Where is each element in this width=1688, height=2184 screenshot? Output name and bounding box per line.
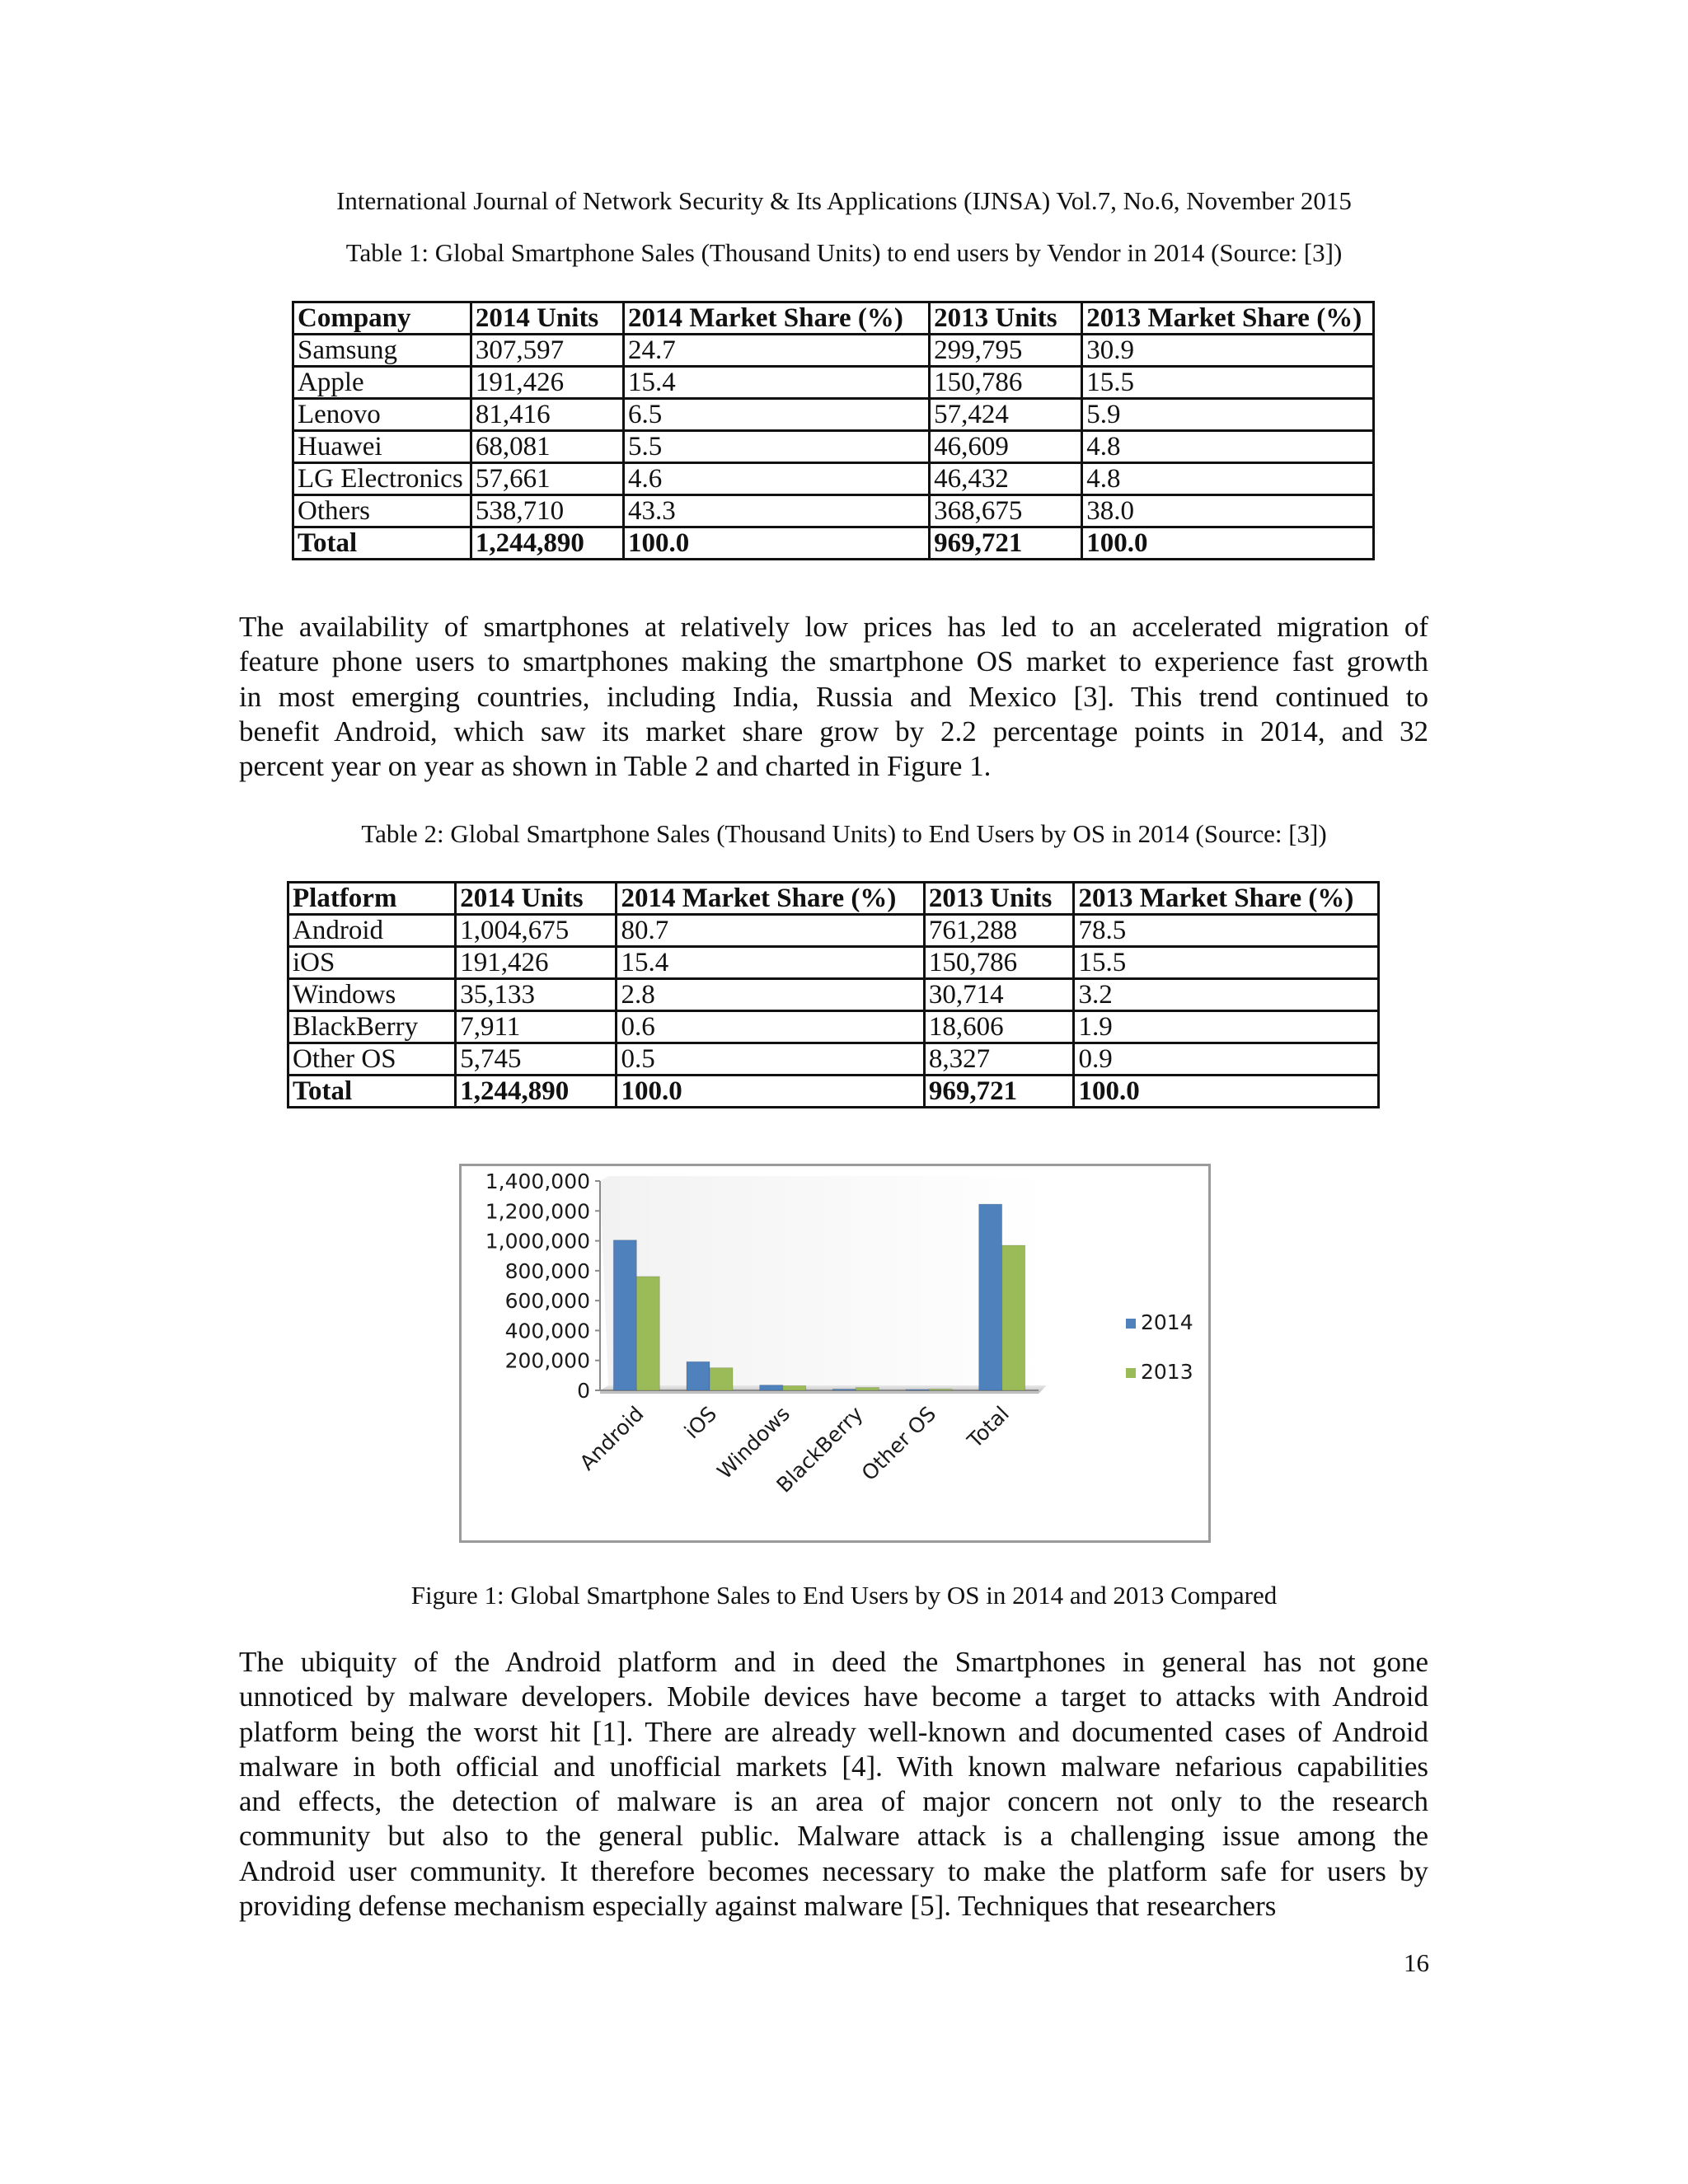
table-cell: 150,786 <box>924 947 1074 979</box>
table-cell: 18,606 <box>924 1011 1074 1043</box>
table1 <box>292 301 1375 560</box>
text-line: benefit Android, which saw its market share grow by 2.2 percentage points in 2014, and 32 <box>239 715 1428 748</box>
table-cell: 2.8 <box>617 979 924 1011</box>
table-cell: 1,244,890 <box>456 1076 617 1108</box>
table-cell: 307,597 <box>471 335 623 367</box>
table-cell: LG Electronics <box>293 463 471 495</box>
table-row <box>288 915 1379 947</box>
table-row <box>293 335 1374 367</box>
table-cell: 15.5 <box>1082 367 1374 399</box>
y-tick-label: 1,000,000 <box>485 1229 590 1254</box>
table-cell: 2013 Market Share (%) <box>1082 302 1374 335</box>
table-cell: 2014 Units <box>456 883 617 915</box>
table-cell: Platform <box>288 883 456 915</box>
y-tick-label: 1,400,000 <box>485 1169 590 1193</box>
table1-caption: Table 1: Global Smartphone Sales (Thousand Units) to end users by Vendor in 2014 (Source: [3]) <box>345 238 1343 267</box>
figure-1-chart <box>459 1164 1211 1543</box>
y-tick-label: 1,200,000 <box>485 1199 590 1224</box>
table-cell: 8,327 <box>924 1043 1074 1076</box>
text-line: malware in both official and unofficial markets [4]. With known malware nefarious capabilities <box>239 1750 1428 1783</box>
table-cell: 78.5 <box>1074 915 1379 947</box>
figure-1-caption: Figure 1: Global Smartphone Sales to End Users by OS in 2014 and 2013 Compared <box>410 1581 1278 1610</box>
text-line: in most emerging countries, including India, Russia and Mexico [3]. This trend continued to <box>239 680 1428 713</box>
table-cell: 969,721 <box>924 1076 1074 1108</box>
x-tick-label: Android <box>574 1401 649 1475</box>
table-cell: 761,288 <box>924 915 1074 947</box>
table-cell: 43.3 <box>624 495 930 527</box>
table-row <box>288 979 1379 1011</box>
table-cell: 35,133 <box>456 979 617 1011</box>
table-cell: 30,714 <box>924 979 1074 1011</box>
table-cell: 1,244,890 <box>471 527 623 560</box>
table-cell: 3.2 <box>1074 979 1379 1011</box>
table-cell: 6.5 <box>624 399 930 431</box>
bar-android-2013 <box>636 1277 659 1390</box>
table-cell: 4.6 <box>624 463 930 495</box>
table-cell: 81,416 <box>471 399 623 431</box>
table-cell: Other OS <box>288 1043 456 1076</box>
y-tick-label: 400,000 <box>504 1319 590 1343</box>
legend-label-2014: 2014 <box>1141 1310 1193 1334</box>
text-line: The ubiquity of the Android platform and in deed the Smartphones in general has not gone <box>239 1646 1428 1678</box>
text-line: unnoticed by malware developers. Mobile devices have become a target to attacks with Android <box>239 1680 1428 1713</box>
paragraph-1 <box>239 610 1428 784</box>
table-cell: 24.7 <box>624 335 930 367</box>
x-tick-label: iOS <box>679 1401 722 1444</box>
table-cell: 0.6 <box>617 1011 924 1043</box>
y-tick-label: 0 <box>577 1379 590 1403</box>
table-cell: BlackBerry <box>288 1011 456 1043</box>
table-cell: 100.0 <box>624 527 930 560</box>
x-tick-label: BlackBerry <box>771 1401 868 1497</box>
table-cell: 368,675 <box>930 495 1082 527</box>
text-line: community but also to the general public. Malware attack is a challenging issue among the <box>239 1820 1428 1853</box>
table-header-row <box>288 883 1379 915</box>
table-row <box>288 1011 1379 1043</box>
text-line: providing defense mechanism especially against malware [5]. Techniques that researchers <box>239 1890 1277 1923</box>
table-cell: Others <box>293 495 471 527</box>
table-row <box>293 495 1374 527</box>
table-cell: Apple <box>293 367 471 399</box>
table-cell: 15.5 <box>1074 947 1379 979</box>
table-cell: 100.0 <box>1082 527 1374 560</box>
x-tick-label: Total <box>963 1401 1014 1453</box>
table-cell: 30.9 <box>1082 335 1374 367</box>
table-header-row <box>293 302 1374 335</box>
bar-android-2014 <box>613 1240 636 1390</box>
table-row <box>288 947 1379 979</box>
text-line: Android user community. It therefore becomes necessary to make the platform safe for users by <box>239 1854 1428 1887</box>
table-cell: 299,795 <box>930 335 1082 367</box>
text-line: and effects, the detection of malware is an area of major concern not only to the research <box>239 1785 1428 1818</box>
table-cell: 7,911 <box>456 1011 617 1043</box>
bar-blackberry-2013 <box>856 1388 879 1390</box>
paragraph-2 <box>239 1645 1428 1924</box>
table-cell: Total <box>288 1076 456 1108</box>
table-cell: 5,745 <box>456 1043 617 1076</box>
x-tick-label: Other OS <box>856 1401 941 1486</box>
text-line: platform being the worst hit [1]. There are already well-known and documented cases of Android <box>239 1715 1428 1748</box>
bar-total-2013 <box>1002 1245 1025 1390</box>
table-cell: 191,426 <box>456 947 617 979</box>
y-tick-label: 600,000 <box>504 1289 590 1314</box>
text-line: percent year on year as shown in Table 2 and charted in Figure 1. <box>239 750 992 783</box>
x-tick-label: Windows <box>712 1401 795 1484</box>
bar-windows-2013 <box>783 1385 806 1390</box>
table2 <box>287 881 1380 1108</box>
table-cell: 15.4 <box>624 367 930 399</box>
table-cell: 1.9 <box>1074 1011 1379 1043</box>
bar-windows-2014 <box>760 1385 783 1390</box>
table-cell: Windows <box>288 979 456 1011</box>
bar-other-os-2013 <box>929 1389 952 1390</box>
table-cell: 57,424 <box>930 399 1082 431</box>
table-cell: Huawei <box>293 431 471 463</box>
table-cell: 0.5 <box>617 1043 924 1076</box>
table-cell: 2014 Market Share (%) <box>624 302 930 335</box>
bar-ios-2014 <box>687 1361 710 1390</box>
table-cell: 100.0 <box>1074 1076 1379 1108</box>
table-cell: 2013 Units <box>930 302 1082 335</box>
table-cell: 15.4 <box>617 947 924 979</box>
bar-total-2014 <box>979 1204 1002 1390</box>
legend-swatch-2013 <box>1126 1368 1136 1378</box>
table-row <box>293 463 1374 495</box>
table-cell: 57,661 <box>471 463 623 495</box>
table-cell: 68,081 <box>471 431 623 463</box>
table-total-row <box>288 1076 1379 1108</box>
legend-swatch-2014 <box>1126 1319 1136 1329</box>
table-cell: 2014 Units <box>471 302 623 335</box>
table-row <box>293 399 1374 431</box>
y-tick-label: 200,000 <box>504 1348 590 1373</box>
page-number: 16 <box>1404 1948 1429 1977</box>
table-cell: 538,710 <box>471 495 623 527</box>
legend-label-2013: 2013 <box>1141 1360 1193 1384</box>
table-cell: 38.0 <box>1082 495 1374 527</box>
table-cell: 1,004,675 <box>456 915 617 947</box>
table-row <box>293 367 1374 399</box>
table-cell: 46,609 <box>930 431 1082 463</box>
table2-caption: Table 2: Global Smartphone Sales (Thousand Units) to End Users by OS in 2014 (Source: [3]) <box>361 819 1327 848</box>
running-header: International Journal of Network Security & Its Applications (IJNSA) Vol.7, No.6, November 2015 <box>336 186 1352 215</box>
table-cell: 969,721 <box>930 527 1082 560</box>
table-cell: 5.9 <box>1082 399 1374 431</box>
table-row <box>288 1043 1379 1076</box>
table-cell: 5.5 <box>624 431 930 463</box>
table-cell: 191,426 <box>471 367 623 399</box>
table-cell: 150,786 <box>930 367 1082 399</box>
table-cell: Lenovo <box>293 399 471 431</box>
table-total-row <box>293 527 1374 560</box>
bar-chart <box>462 1166 1208 1540</box>
table-cell: 4.8 <box>1082 431 1374 463</box>
table-cell: Samsung <box>293 335 471 367</box>
table-cell: 2013 Units <box>924 883 1074 915</box>
table-cell: iOS <box>288 947 456 979</box>
bar-ios-2013 <box>710 1368 733 1390</box>
table-cell: 80.7 <box>617 915 924 947</box>
table-cell: Total <box>293 527 471 560</box>
table-cell: Company <box>293 302 471 335</box>
table-cell: 100.0 <box>617 1076 924 1108</box>
table-cell: 2014 Market Share (%) <box>617 883 924 915</box>
table-row <box>293 431 1374 463</box>
table-cell: 4.8 <box>1082 463 1374 495</box>
table-cell: 46,432 <box>930 463 1082 495</box>
text-line: feature phone users to smartphones making the smartphone OS market to experience fast growth <box>239 645 1428 678</box>
table-cell: Android <box>288 915 456 947</box>
y-tick-label: 800,000 <box>504 1258 590 1283</box>
table-cell: 2013 Market Share (%) <box>1074 883 1379 915</box>
table-cell: 0.9 <box>1074 1043 1379 1076</box>
text-line: The availability of smartphones at relatively low prices has led to an accelerated migration of <box>239 611 1428 643</box>
